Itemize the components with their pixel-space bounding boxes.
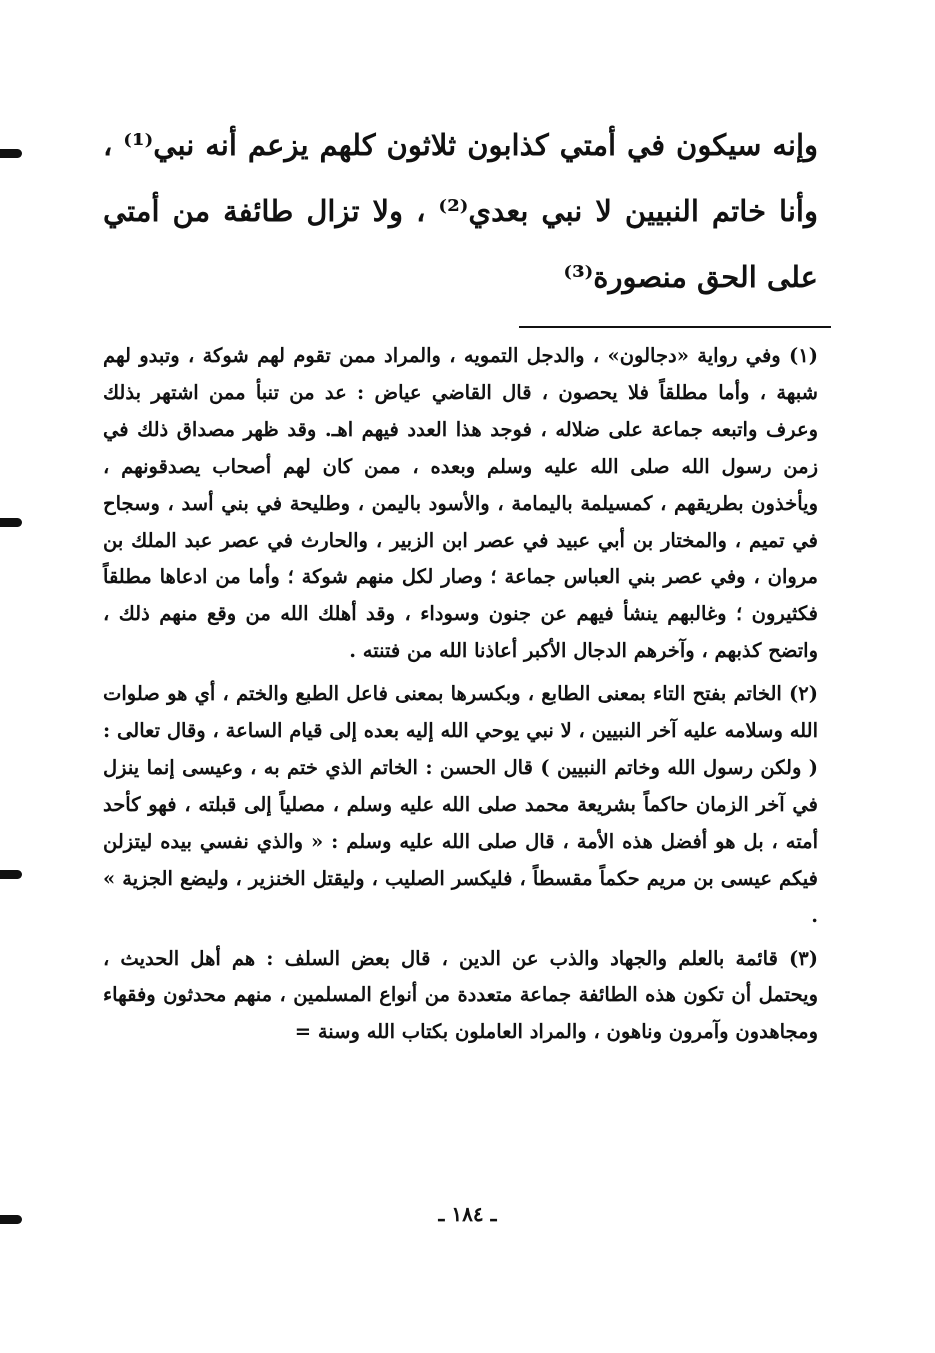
footnotes-section [103,338,818,1057]
margin-mark [0,518,22,527]
footnote-2: (٢) الخاتم بفتح التاء بمعنى الطابع ، وبكسرها بمعنى فاعل الطبع والختم ، أي هو صلوات الله وسلامه عليه آخر النبيين ، لا نبي يوحي الله إليه بعده إلى قيام الساعة ، وقال تعالى : ( ولكن رسول الله وخاتم النبيين ) قال الحسن : الخاتم الذي ختم به ، وعيسى إنما ينزل في آخر الزمان حاكماً بشريعة محمد صلى الله عليه وسلم ، مصلياً إلى قبلته ، فهو كأحد أمته ، بل هو أفضل هذه الأمة ، قال صلى الله عليه وسلم : « والذي نفسي بيده ليتزلن فيكم عيسى بن مريم حكماً مقسطاً ، فليكسر الصليب ، وليقتل الخنزير ، وليضع الجزية » . [103,682,818,927]
footnote-separator [519,326,831,328]
page-number: ـ ١٨٤ ـ [438,1202,497,1226]
footnote-3: (٣) قائمة بالعلم والجهاد والذب عن الدين ، قال بعض السلف : هم أهل الحديث ، ويحتمل أن تكون هذه الطائفة جماعة متعددة من أنواع المسلمين ، منهم محدثون وفقهاء ومجاهدون وآمرون وناهون ، والمراد العاملون بكتاب الله وسنة = [103,946,818,1044]
margin-mark [0,149,22,158]
margin-mark [0,870,22,879]
footnote-1: (١) وفي رواية «دجالون» ، والدجل التمويه ، والمراد ممن تقوم لهم شوكة ، وتبدو لهم شبهة ، وأما مطلقاً فلا يحصون ، قال القاضي عياض : عد من تنبأ ممن اشتهر بذلك وعرف واتبعه جماعة على ضلاله ، فوجد هذا العدد فيهم اهـ. وقد ظهر مصداق ذلك في زمن رسول الله صلى الله عليه وسلم وبعده ، ممن كان لهم أصحاب يصدقونهم ، ويأخذون بطريقهم ، كمسيلمة باليمامة ، والأسود باليمن ، وطليحة في بني أسد ، وسجاح في تميم ، والمختار بن أبي عبيد في عصر ابن الزبير ، والحارث في عصر عبد الملك بن مروان ، وفي عصر بني العباس جماعة ؛ وصار لكل منهم شوكة ؛ وأما من ادعاها مطلقاً فكثيرون ؛ وغالبهم ينشأ فيهم عن جنون وسوداء ، وقد أهلك الله من وقع منهم ذلك ، واتضح كذبهم ، وآخرهم الدجال الأكبر أعاذنا الله من فتنته . [103,344,818,663]
hadith-main-text: وإنه سيكون في أمتي كذابون ثلاثون كلهم يزعم أنه نبي⁽¹⁾ ، وأنا خاتم النبيين لا نبي بعدي⁽²⁾ ، ولا تزال طائفة من أمتي على الحق منصورة⁽³⁾ [103,128,819,294]
